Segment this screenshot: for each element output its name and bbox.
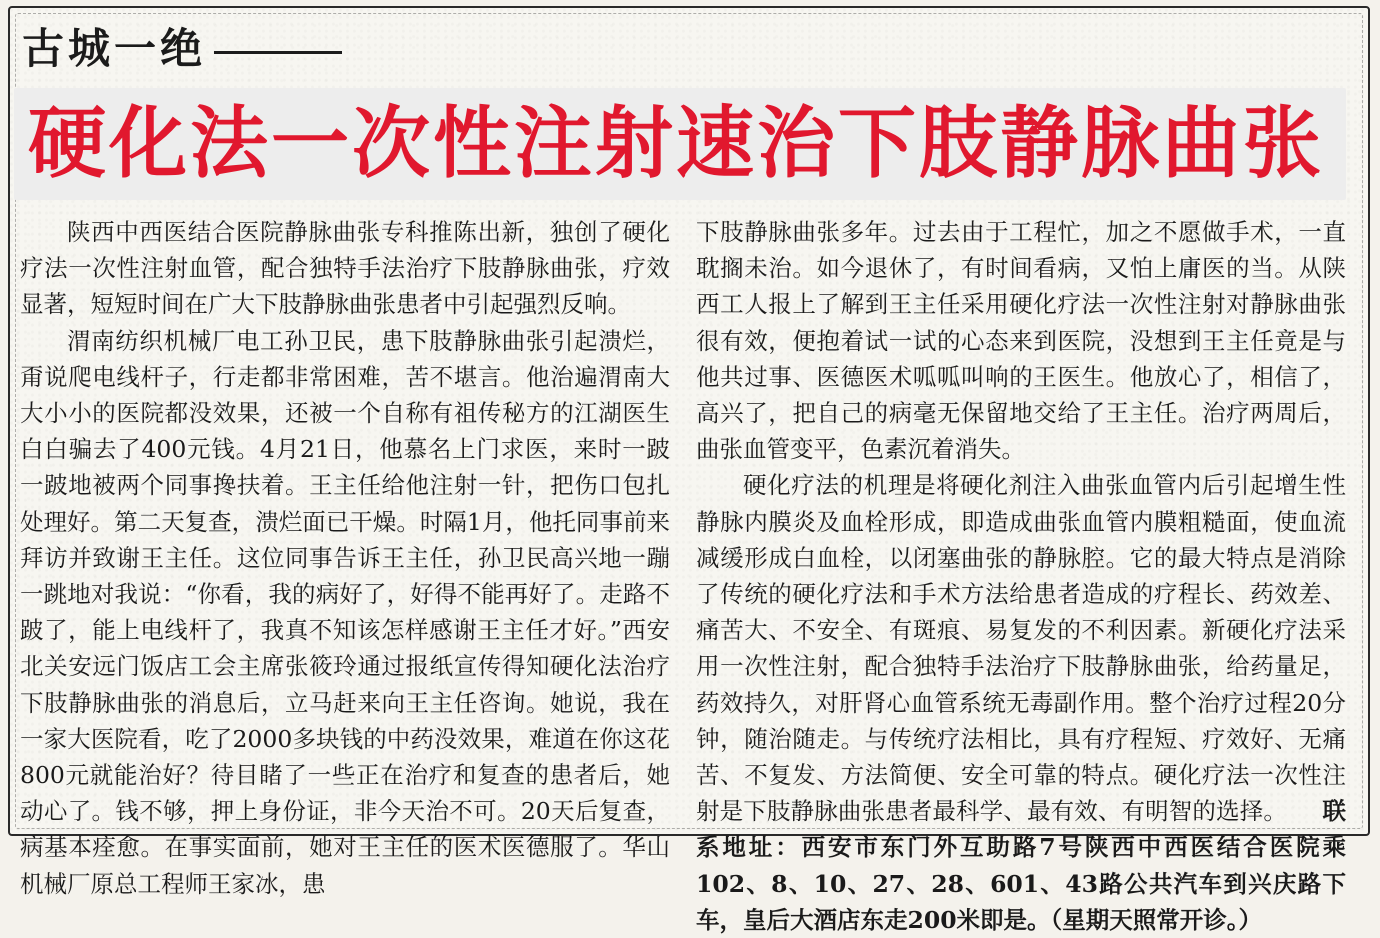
kicker [22, 24, 342, 73]
paragraph-continued: 下肢静脉曲张多年。过去由于工程忙，加之不愿做手术，一直耽搁未治。如今退休了，有时间看病，又怕上庸医的当。从陕西工人报上了解到王主任采用硬化疗法一次性注射对静脉曲张很有效，便抱着试一试的心态来到医院，没想到王主任竟是与他共过事、医德医术呱呱叫响的王医生。他放心了，相信了，高兴了，把自己的病毫无保留地交给了王主任。治疗两周后，曲张血管变平，色素沉着消失。 [696, 218, 1346, 464]
paragraph: 陕西中西医结合医院静脉曲张专科推陈出新，独创了硬化疗法一次性注射血管，配合独特手法治疗下肢静脉曲张，疗效显著，短短时间在广大下肢静脉曲张患者中引起强烈反响。 [20, 218, 670, 319]
left-column [20, 214, 670, 902]
contact-address: 联系地址：西安市东门外互助路7号陕西中西医结合医院乘102、8、10、27、28、601、43路公共汽车到兴庆路下车，皇后大酒店东走200米即是。（星期天照常开诊。） [696, 797, 1347, 934]
right-column [696, 214, 1346, 938]
kicker-text: 古城一绝 [22, 24, 207, 73]
paragraph [696, 467, 1346, 938]
paragraph-text: 硬化疗法的机理是将硬化剂注入曲张血管内后引起增生性静脉内膜炎及血栓形成，即造成曲张血管内膜粗糙面，使血流减缓形成白血栓，以闭塞曲张的静脉腔。它的最大特点是消除了传统的硬化疗法和手术方法给患者造成的疗程长、药效差、痛苦大、不安全、有斑痕、易复发的不利因素。新硬化疗法采用一次性注射，配合独特手法治疗下肢静脉曲张，给药量足，药效持久，对肝肾心血管系统无毒副作用。整个治疗过程20分钟，随治随走。与传统疗法相比，具有疗程短、疗效好、无痛苦、不复发、方法简便、安全可靠的特点。硬化疗法一次性注射是下肢静脉曲张患者最科学、最有效、有明智的选择。 [696, 471, 1346, 826]
paragraph: 渭南纺织机械厂电工孙卫民，患下肢静脉曲张引起溃烂，甭说爬电线杆子，行走都非常困难，苦不堪言。他治遍渭南大大小小的医院都没效果，还被一个自称有祖传秘方的江湖医生白白骗去了400元钱。4月21日，他慕名上门求医，来时一跛一跛地被两个同事搀扶着。王主任给他注射一针，把伤口包扎处理好。第二天复查，溃烂面已干燥。时隔1月，他托同事前来拜访并致谢王主任。这位同事告诉王主任，孙卫民高兴地一蹦一跳地对我说：“你看，我的病好了，好得不能再好了。走路不跛了，能上电线杆了，我真不知该怎样感谢王主任才好。”西安北关安远门饭店工会主席张筱玲通过报纸宣传得知硬化法治疗下肢静脉曲张的消息后，立马赶来向王主任咨询。她说，我在一家大医院看，吃了2000多块钱的中药没效果，难道在你这花800元就能治好？待目睹了一些正在治疗和复查的患者后，她动心了。钱不够，押上身份证，非今天治不可。20天后复查，病基本痊愈。在事实面前，她对王主任的医术医德服了。华山机械厂原总工程师王家冰，患 [20, 326, 670, 898]
kicker-dash [214, 51, 342, 54]
headline: 硬化法一次性注射速治下肢静脉曲张 [28, 99, 1325, 189]
